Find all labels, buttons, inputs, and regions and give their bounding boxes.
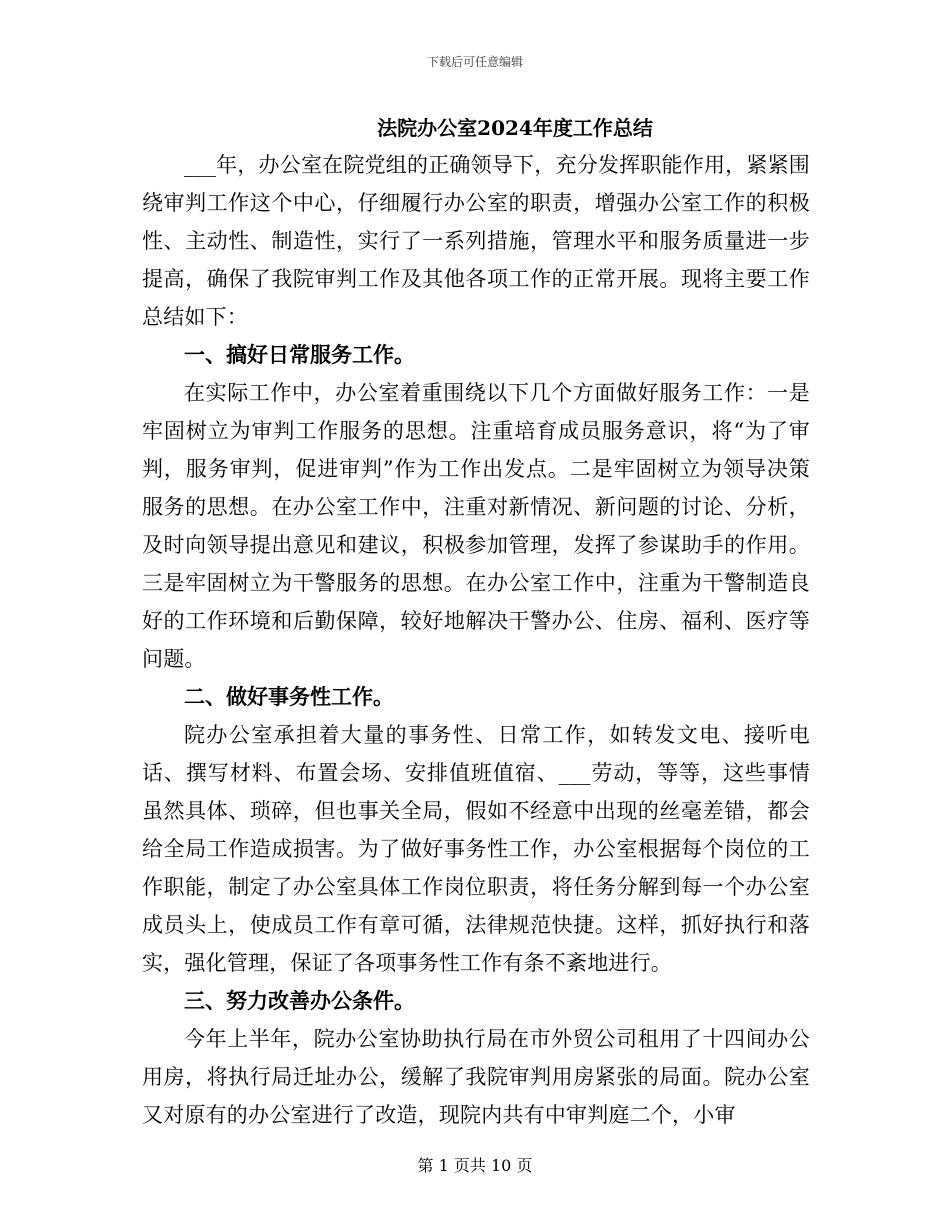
- page-number: 第 1 页共 10 页: [417, 1156, 533, 1175]
- section-body-routine-affairs: 院办公室承担着大量的事务性、日常工作，如转发文电、接听电话、撰写材料、布置会场、安排值班值宿、___劳动，等等，这些事情虽然具体、琐碎，但也事关全局，假如不经意中出现的丝毫差错，都会给全局工作造成损害。为了做好事务性工作，办公室根据每个岗位的工作职能，制定了办公室具体工作岗位职责，将任务分解到每一个办公室成员头上，使成员工作有章可循，法律规范快捷。这样，抓好执行和落实，强化管理，保证了各项事务性工作有条不紊地进行。: [142, 723, 810, 975]
- document-title: 法院办公室2024年度工作总结: [377, 116, 653, 140]
- section-body-office-conditions: 今年上半年，院办公室协助执行局在市外贸公司租用了十四间办公用房，将执行局迁址办公，缓解了我院审判用房紧张的局面。院办公室又对原有的办公室进行了改造，现院内共有中审判庭二个，小审: [142, 1027, 810, 1127]
- document-body: [142, 110, 810, 1134]
- page-header-note: 下载后可任意编辑: [426, 55, 523, 69]
- section-heading-daily-service: 一、搞好日常服务工作。: [184, 342, 415, 367]
- section-heading-office-conditions: 三、努力改善办公条件。: [184, 988, 415, 1013]
- intro-paragraph: ___年，办公室在院党组的正确领导下，充分发挥职能作用，紧紧围绕审判工作这个中心，仔细履行办公室的职责，增强办公室工作的积极性、主动性、制造性，实行了一系列措施，管理水平和服务质量进一步提高，确保了我院审判工作及其他各项工作的正常开展。现将主要工作总结如下：: [142, 153, 810, 329]
- section-body-daily-service: 在实际工作中，办公室着重围绕以下几个方面做好服务工作：一是牢固树立为审判工作服务的思想。注重培育成员服务意识，将“为了审判，服务审判，促进审判”作为工作出发点。二是牢固树立为领导决策服务的思想。在办公室工作中，注重对新情况、新问题的讨论、分析，及时向领导提出意见和建议，积极参加管理，发挥了参谋助手的作用。三是牢固树立为干警服务的思想。在办公室工作中，注重为干警制造良好的工作环境和后勤保障，较好地解决干警办公、住房、福利、医疗等问题。: [142, 381, 810, 671]
- section-heading-routine-affairs: 二、做好事务性工作。: [184, 684, 394, 709]
